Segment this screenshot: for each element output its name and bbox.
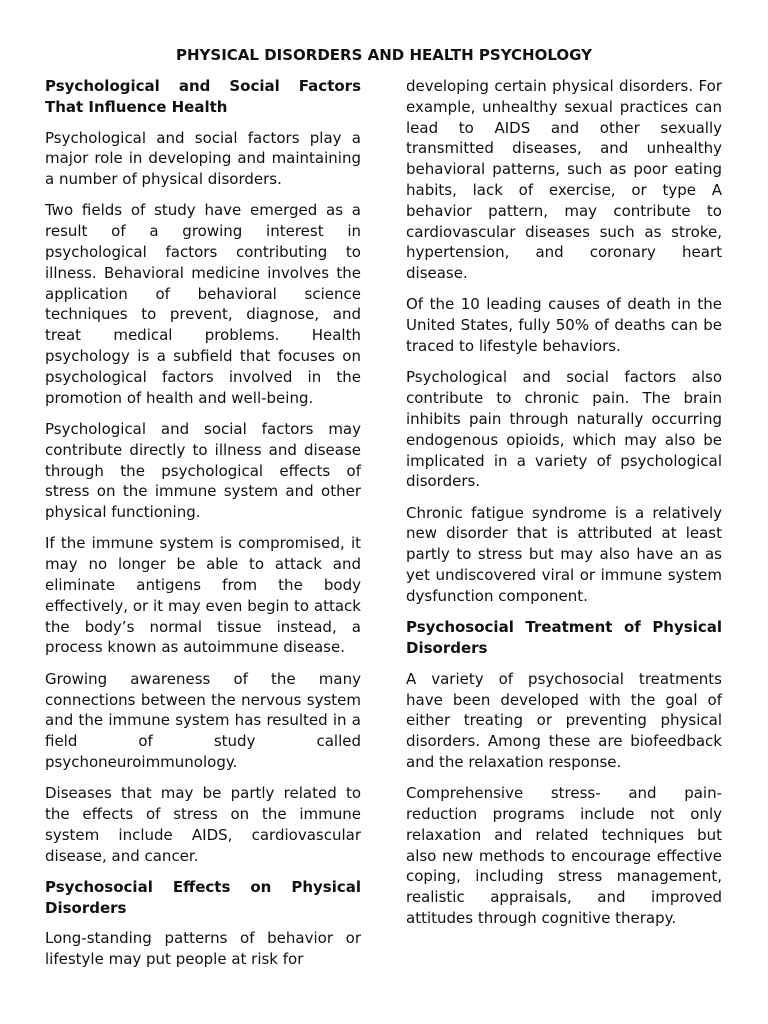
paragraph: developing certain physical disorders. For example, unhealthy sexual practices can lead to AIDS and other sexually transmitted diseases, and unhealthy behavioral patterns, such as poor eating habits, lack of exercise, or type A behavior pattern, may contribute to cardiovascular diseases such as stroke, hypertension, and coronary heart disease. [406,77,722,283]
paragraph: A variety of psychosocial treatments have been developed with the goal of either treating or preventing physical disorders. Among these are biofeedback and the relaxation response. [406,669,722,771]
left-column [45,76,361,981]
paragraph: Growing awareness of the many connections between the nervous system and the immune system has resulted in a field of study called psychoneuroimmunology. [45,669,361,771]
paragraph: Diseases that may be partly related to the effects of stress on the immune system include AIDS, cardiovascular disease, and cancer. [45,784,361,865]
paragraph: Psychological and social factors play a major role in developing and maintaining a number of physical disorders. [45,128,361,189]
paragraph: Chronic fatigue syndrome is a relatively new disorder that is attributed at least partly to stress but may also have an as yet undiscovered viral or immune system dysfunction component. [406,503,722,605]
paragraph: Long-standing patterns of behavior or lifestyle may put people at risk for [45,929,361,969]
page-title: PHYSICAL DISORDERS AND HEALTH PSYCHOLOGY [176,46,592,64]
paragraph: Psychological and social factors may contribute directly to illness and disease through the psychological effects of stress on the immune system and other physical functioning. [45,419,361,522]
paragraph: Of the 10 leading causes of death in the United States, fully 50% of deaths can be traced to lifestyle behaviors. [406,295,722,356]
paragraph: If the immune system is compromised, it may no longer be able to attack and eliminate antigens from the body effectively, or it may even begin to attack the body’s normal tissue instead, a process known as autoimmune disease. [45,534,361,657]
paragraph: Comprehensive stress- and pain-reduction programs include not only relaxation and related techniques but also new methods to encourage effective coping, including stress management, realistic appraisals, and improved attitudes through cognitive therapy. [406,784,722,927]
section-heading-psychosocial-effects: Psychosocial Effects on Physical Disorders [45,877,361,917]
section-heading-psychological-social-factors: Psychological and Social Factors That Influence Health [45,77,361,116]
right-column [406,76,722,939]
paragraph: Two fields of study have emerged as a result of a growing interest in psychological factors contributing to illness. Behavioral medicine involves the application of behavioral science techniques to prevent, diagnose, and treat medical problems. Health psychology is a subfield that focuses on psychological factors involved in the promotion of health and well-being. [45,201,361,407]
section-heading-psychosocial-treatment: Psychosocial Treatment of Physical Disorders [406,618,722,657]
paragraph: Psychological and social factors also contribute to chronic pain. The brain inhibits pain through naturally occurring endogenous opioids, which may also be implicated in a variety of psychological disorders. [406,368,722,491]
